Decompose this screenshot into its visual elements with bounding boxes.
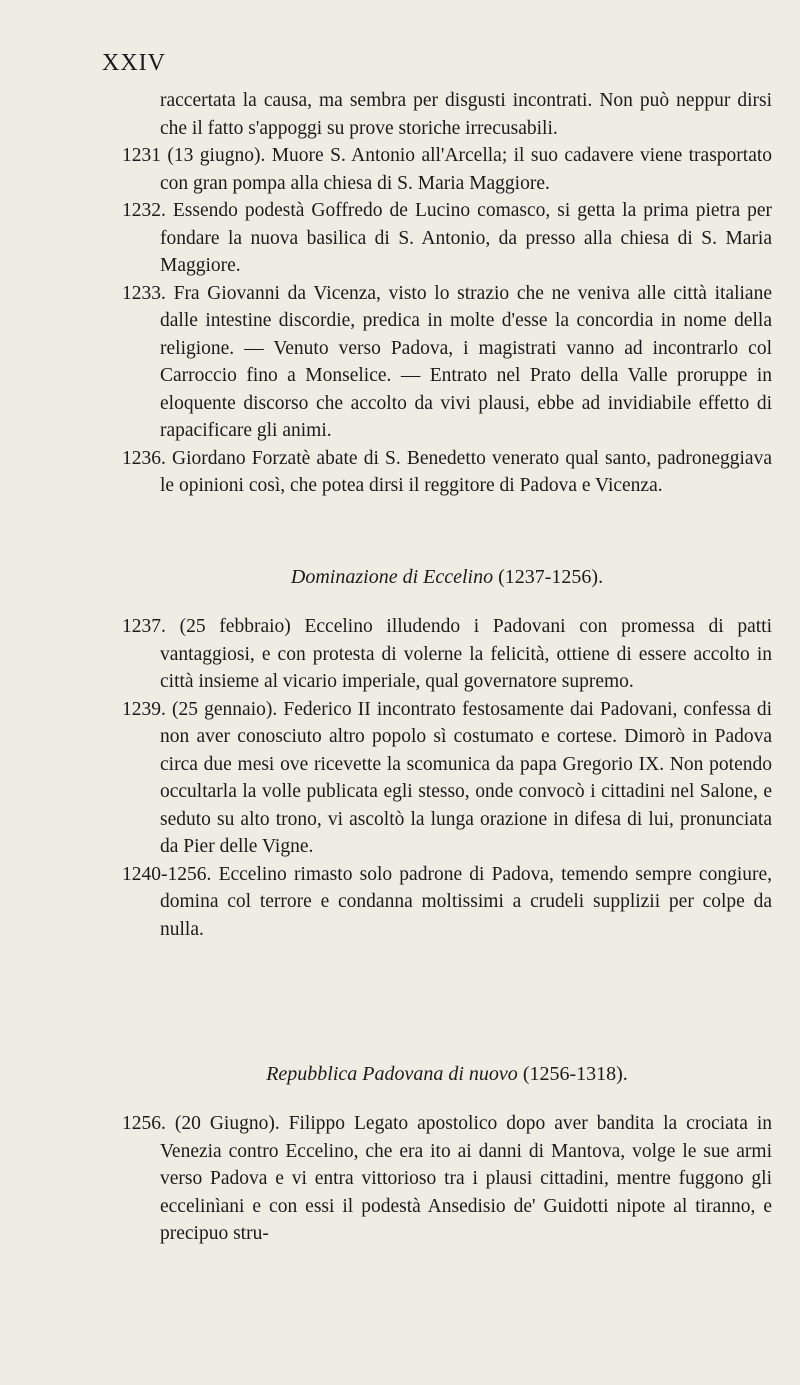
chronology-entry bbox=[122, 197, 772, 280]
section-heading-title: Dominazione di Eccelino bbox=[290, 566, 494, 588]
chronology-entry bbox=[122, 445, 772, 500]
chronology-list-b bbox=[122, 613, 772, 943]
entry-year: 1231 bbox=[122, 145, 161, 166]
chronology-entry bbox=[122, 861, 772, 944]
entry-year: 1239. bbox=[122, 698, 166, 720]
section-heading-dates: (1256-1318). bbox=[522, 1063, 628, 1085]
section-heading-dominazione bbox=[122, 566, 772, 589]
entry-year: 1240-1256. bbox=[122, 863, 212, 885]
chronology-entry bbox=[122, 280, 772, 445]
section-dominazione bbox=[122, 613, 772, 943]
chronology-list-c bbox=[122, 1110, 772, 1248]
entry-text: Fra Giovanni da Vicenza, visto lo strazio che ne veniva alle città italiane dalle intestine discordie, predica in molte d'esse la concordia in nome della religione. — Venuto verso Padova, i magistrati vanno ad incontrarlo col Carroccio fino a Monselice. — Entrato nel Prato della Valle proruppe in eloquente discorso che accolto da vivi plausi, ebbe ad invidiabile effetto di rapacificare gli animi. bbox=[160, 282, 772, 441]
chronology-list-a bbox=[122, 142, 772, 500]
continued-paragraph: raccertata la causa, ma sembra per disgusti incontrati. Non può neppur dirsi che il fatto s'appoggi su prove storiche irrecusabili. bbox=[160, 90, 772, 139]
section-heading-title: Repubblica Padovana di nuovo bbox=[266, 1063, 518, 1085]
entry-year: 1232. bbox=[122, 200, 166, 221]
chronology-entry bbox=[122, 142, 772, 197]
entry-text: Essendo podestà Goffredo de Lucino comasco, si getta la prima pietra per fondare la nuova basilica di S. Antonio, da presso alla chiesa di S. Maria Maggiore. bbox=[160, 200, 772, 276]
section-repubblica bbox=[122, 1110, 772, 1248]
section-heading-repubblica bbox=[122, 1063, 772, 1086]
section-intro bbox=[122, 87, 772, 500]
entry-text: Eccelino rimasto solo padrone di Padova, temendo sempre congiure, domina col terrore e condanna moltissimi a crudeli supplizii per colpe da nulla. bbox=[160, 863, 773, 940]
entry-text: (25 gennaio). Federico II incontrato festosamente dai Padovani, confessa di non aver conosciuto altro popolo sì costumato e cortese. Dimorò in Padova circa due mesi ove ricevette la scomunica da papa Gregorio IX. Non potendo occultarla la volle publicata egli stesso, onde convocò i cittadini nel Salone, e seduto su alto trono, vi ascoltò la lunga orazione in difesa di lui, pronunciata da Pier delle Vigne. bbox=[160, 698, 772, 857]
entry-text: (25 febbraio) Eccelino illudendo i Padovani con promessa di patti vantaggiosi, e con protesta di volerne la felicità, ottiene di essere accolto in città insieme al vicario imperiale, qual governatore supremo. bbox=[160, 616, 772, 692]
entry-year: 1256. bbox=[122, 1113, 166, 1134]
entry-year: 1237. bbox=[122, 616, 166, 637]
chronology-entry bbox=[122, 696, 772, 861]
entry-text: (13 giugno). Muore S. Antonio all'Arcella; il suo cadavere viene trasportato con gran pompa alla chiesa di S. Maria Maggiore. bbox=[160, 145, 773, 194]
entry-year: 1233. bbox=[122, 282, 166, 304]
chronology-entry bbox=[122, 613, 772, 696]
entry-year: 1236. bbox=[122, 447, 166, 469]
section-heading-dates: (1237-1256). bbox=[498, 566, 604, 588]
chronology-entry bbox=[122, 1110, 772, 1248]
entry-text: (20 Giugno). Filippo Legato apostolico dopo aver bandita la crociata in Venezia contro Eccelino, che era ito ai danni di Mantova, volge le sue armi verso Padova e vi entra vittorioso tra i plausi cittadini, mentre fuggono gli eccelinìani e con essi il podestà Ansedisio de' Guidotti nipote al tiranno, e precipuo stru- bbox=[160, 1113, 773, 1244]
entry-text: Giordano Forzatè abate di S. Benedetto venerato qual santo, padroneggiava le opinioni così, che potea dirsi il reggitore di Padova e Vicenza. bbox=[160, 447, 772, 496]
page-number: XXIV bbox=[102, 50, 166, 76]
